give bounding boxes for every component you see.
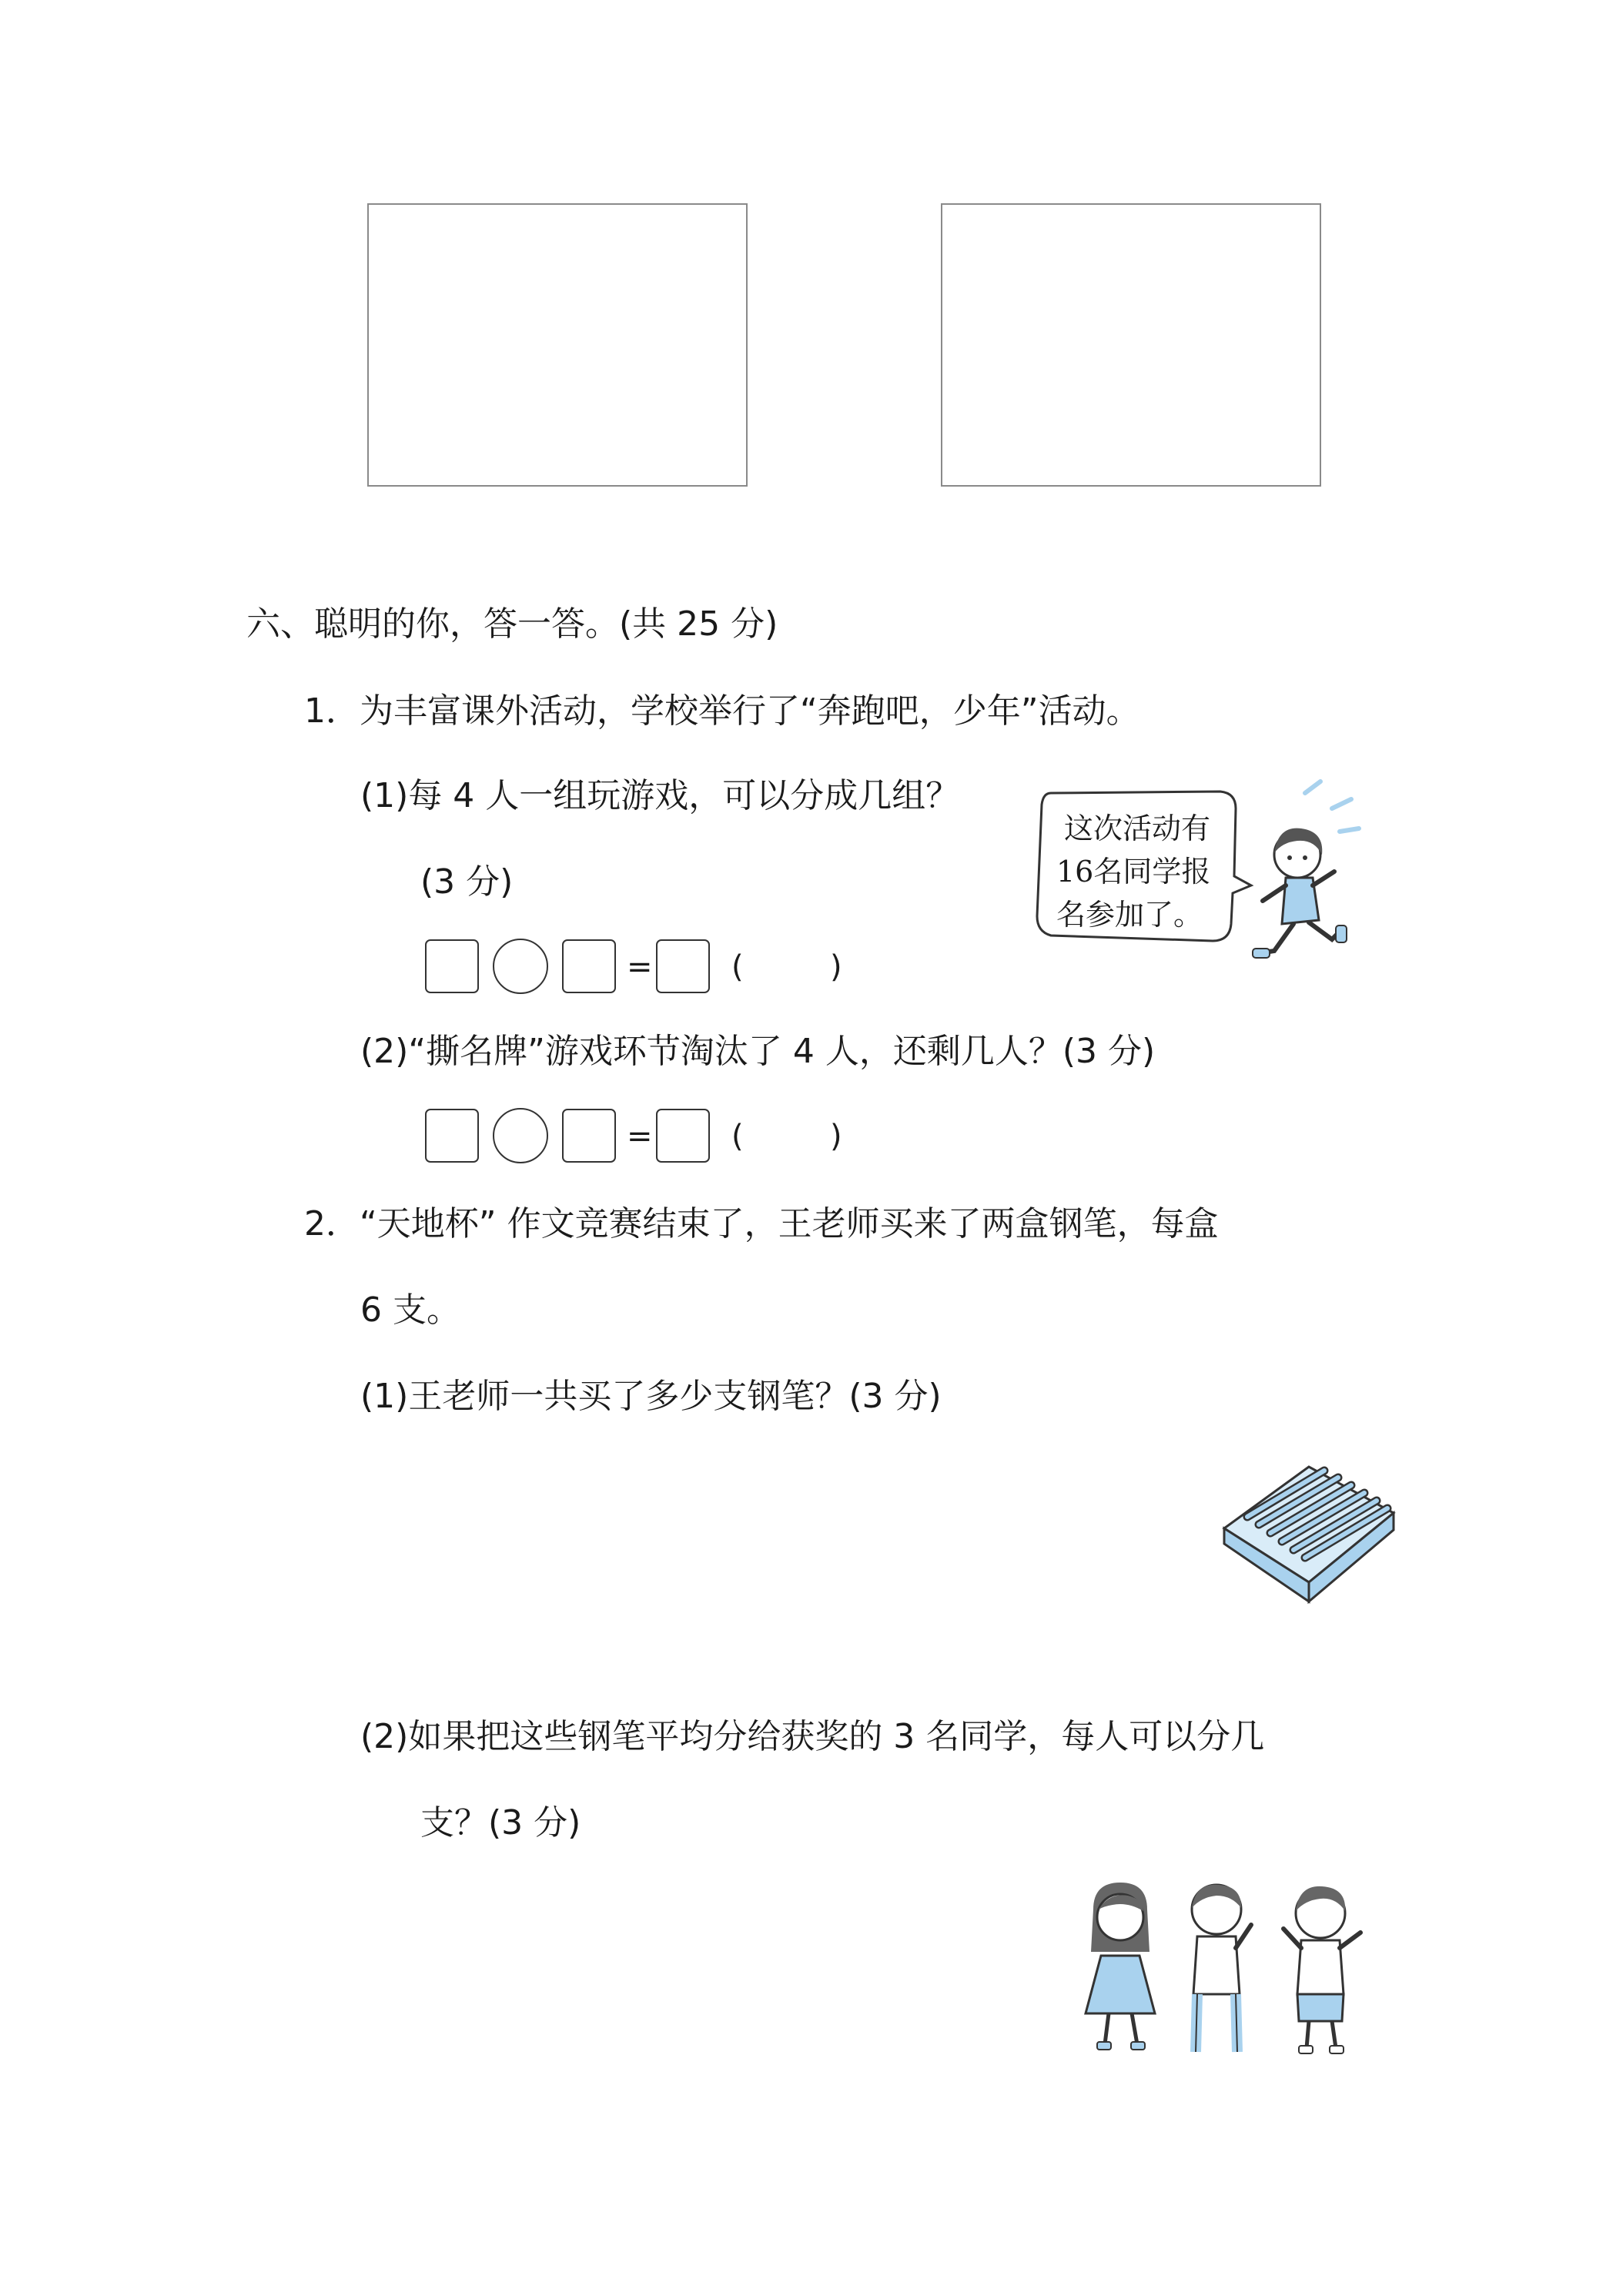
boy-student-thinking-icon (1192, 1885, 1251, 2052)
result-box[interactable] (656, 939, 710, 993)
unit-paren-close: ) (830, 949, 842, 985)
operand-box-1[interactable] (425, 1109, 479, 1163)
speech-line-3: 名参加了。 (1056, 898, 1203, 932)
drawing-box-left[interactable] (367, 203, 748, 487)
q2-stem-line1: 2．“天地杯” 作文竞赛结束了，王老师买来了两盒钢笔，每盒 (304, 1204, 1219, 1243)
q1-part1-line2: (3 分) (420, 862, 514, 902)
unit-paren-close: ) (830, 1119, 842, 1154)
q2-stem-line2: 6 支。 (360, 1290, 460, 1330)
operand-box-2[interactable] (562, 1109, 616, 1163)
unit-paren-open: ( (731, 949, 744, 985)
operator-circle[interactable] (493, 1108, 548, 1163)
result-box[interactable] (656, 1109, 710, 1163)
operand-box-1[interactable] (425, 939, 479, 993)
pen-box-icon (1224, 1467, 1394, 1602)
operator-circle[interactable] (493, 939, 548, 994)
q1-part2-equation (425, 1109, 856, 1166)
q1-part1-line1: (1)每 4 人一组玩游戏，可以分成几组？ (360, 776, 960, 815)
q2-part1: (1)王老师一共买了多少支钢笔？(3 分) (360, 1377, 942, 1416)
speech-line-2: 16名同学报 (1056, 855, 1211, 889)
q1-part2: (2)“撕名牌”游戏环节淘汰了 4 人，还剩几人？(3 分) (360, 1032, 1156, 1071)
q2-part2-line2: 支？(3 分) (420, 1803, 581, 1842)
girl-student-icon (1086, 1883, 1155, 2050)
q1-stem: 1．为丰富课外活动，学校举行了“奔跑吧，少年”活动。 (304, 691, 1140, 731)
unit-answer-blank[interactable] (745, 1113, 822, 1160)
unit-answer-blank[interactable] (745, 944, 822, 990)
q2-part2-line1: (2)如果把这些钢笔平均分给获奖的 3 名同学，每人可以分几 (360, 1717, 1265, 1756)
boy-student-waving-icon (1283, 1886, 1360, 2053)
equals-sign: = (627, 949, 653, 985)
q1-part1-equation (425, 939, 856, 996)
operand-box-2[interactable] (562, 939, 616, 993)
section-title: 六、聪明的你，答一答。(共 25 分) (246, 604, 778, 644)
equals-sign: = (627, 1119, 653, 1154)
speech-line-1: 这次活动有 (1064, 812, 1211, 845)
pen-box-illustration (1216, 1459, 1401, 1613)
drawing-box-right[interactable] (941, 203, 1321, 487)
unit-paren-open: ( (731, 1119, 744, 1154)
three-students-illustration (1082, 1879, 1390, 2063)
